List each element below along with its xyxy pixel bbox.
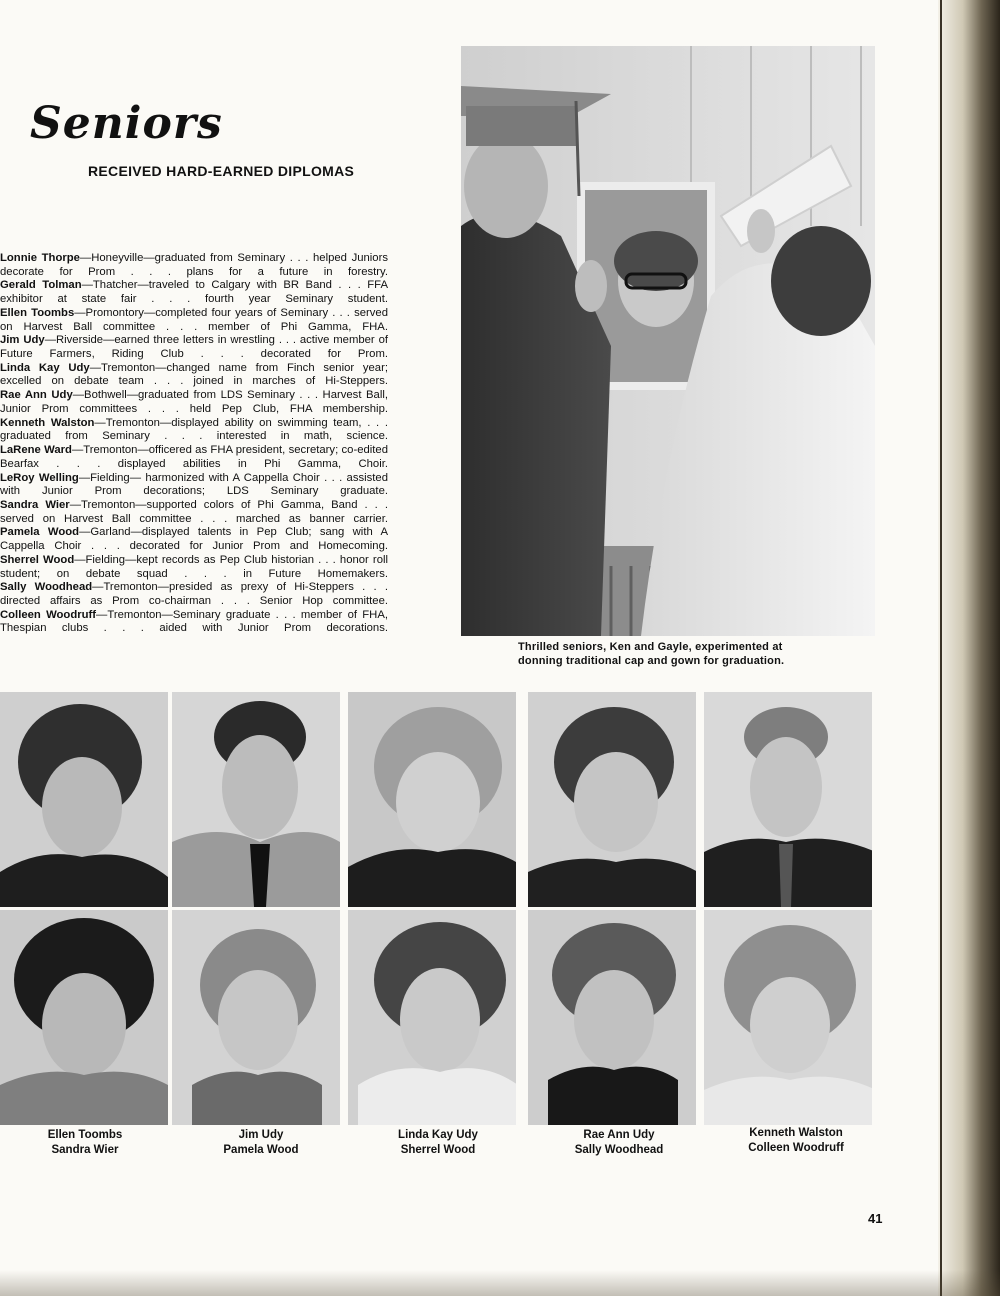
portrait-jim-udy bbox=[172, 692, 340, 907]
portrait-ellen-toombs bbox=[0, 692, 168, 907]
bio-entry: Rae Ann Udy—Bothwell—graduated from LDS Seminary . . . Harvest Ball, Junior Prom committees . . . held Pep Club, FHA membership. bbox=[0, 389, 388, 415]
name-top: Ellen Toombs bbox=[47, 1129, 123, 1141]
bio-entry: Pamela Wood—Garland—displayed talents in Pep Club; sang with A Cappella Choir . . . decorated for Junior Prom and Homecoming. bbox=[0, 526, 388, 553]
section-subtitle: RECEIVED HARD-EARNED DIPLOMAS bbox=[88, 163, 355, 179]
photo-caption: Thrilled seniors, Ken and Gayle, experimented at donning traditional cap and gown for graduation. bbox=[518, 641, 785, 667]
senior-bios bbox=[0, 252, 388, 636]
bio-entry: Sherrel Wood—Fielding—kept records as Pep Club historian . . . honor roll student; on debate squad . . . in Future Homemakers. bbox=[0, 553, 388, 580]
section-title: Seniors bbox=[30, 98, 223, 149]
portrait-names-col-2 bbox=[176, 1128, 346, 1158]
portrait-colleen-woodruff bbox=[704, 910, 872, 1125]
portrait-kenneth-walston bbox=[704, 692, 872, 907]
portrait-rae-ann-udy bbox=[528, 692, 696, 907]
name-top: Rae Ann Udy bbox=[583, 1129, 655, 1141]
bio-entry: Sandra Wier—Tremonton—supported colors of Phi Gamma, Band . . . served on Harvest Ball committee . . . marched as banner carrier. bbox=[0, 498, 388, 525]
bio-entry: Lonnie Thorpe—Honeyville—graduated from Seminary . . . helped Juniors decorate for Prom . . . plans for a future in forestry. bbox=[0, 252, 388, 278]
name-bottom: Sherrel Wood bbox=[400, 1144, 476, 1156]
bio-entry: Ellen Toombs—Promontory—completed four years of Seminary . . . served on Harvest Ball committee . . . member of Phi Gamma, FHA. bbox=[0, 306, 388, 333]
name-top: Jim Udy bbox=[238, 1129, 284, 1141]
name-bottom: Colleen Woodruff bbox=[748, 1142, 844, 1154]
portrait-names-col-5 bbox=[711, 1126, 881, 1156]
page-bottom-shadow bbox=[0, 1270, 1000, 1296]
name-bottom: Pamela Wood bbox=[223, 1144, 299, 1156]
name-top: Kenneth Walston bbox=[749, 1127, 843, 1139]
bio-entry: LaRene Ward—Tremonton—officered as FHA president, secretary; co-edited Bearfax . . . displayed abilities in Phi Gamma, Choir. bbox=[0, 444, 388, 470]
portrait-names-col-3 bbox=[353, 1128, 523, 1158]
portrait-names-col-4 bbox=[534, 1128, 704, 1158]
bio-entry: LeRoy Welling—Fielding— harmonized with A Cappella Choir . . . assisted with Junior Prom decorations; LDS Seminary graduate. bbox=[0, 471, 388, 498]
portrait-sandra-wier bbox=[0, 910, 168, 1125]
bio-entry: Linda Kay Udy—Tremonton—changed name from Finch senior year; excelled on debate team . . . joined in marches of Hi-Steppers. bbox=[0, 361, 388, 388]
book-spine-edge bbox=[940, 0, 942, 1296]
cap-and-gown-photo bbox=[461, 46, 875, 636]
bio-entry: Kenneth Walston—Tremonton—displayed ability on swimming team, . . . graduated from Seminary . . . interested in math, science. bbox=[0, 416, 388, 443]
name-bottom: Sally Woodhead bbox=[574, 1144, 664, 1156]
name-bottom: Sandra Wier bbox=[51, 1144, 119, 1156]
book-spine-shadow bbox=[938, 0, 1000, 1296]
portrait-linda-kay-udy bbox=[348, 692, 516, 907]
bio-entry: Colleen Woodruff—Tremonton—Seminary graduate . . . member of FHA, Thespian clubs . . . aided with Junior Prom decorations. bbox=[0, 608, 388, 635]
portrait-pamela-wood bbox=[172, 910, 340, 1125]
bio-entry: Sally Woodhead—Tremonton—presided as prexy of Hi-Steppers . . . directed affairs as Prom co-chairman . . . Senior Hop committee. bbox=[0, 581, 388, 607]
portrait-sherrel-wood bbox=[348, 910, 516, 1125]
bio-entry: Jim Udy—Riverside—earned three letters in wrestling . . . active member of Future Farmers, Riding Club . . . decorated for Prom. bbox=[0, 334, 388, 361]
portrait-names-col-1 bbox=[0, 1128, 170, 1158]
bio-entry: Gerald Tolman—Thatcher—traveled to Calgary with BR Band . . . FFA exhibitor at state fair . . . fourth year Seminary student. bbox=[0, 279, 388, 306]
name-top: Linda Kay Udy bbox=[398, 1129, 478, 1141]
portrait-sally-woodhead bbox=[528, 910, 696, 1125]
page-number: 41 bbox=[868, 1211, 883, 1226]
